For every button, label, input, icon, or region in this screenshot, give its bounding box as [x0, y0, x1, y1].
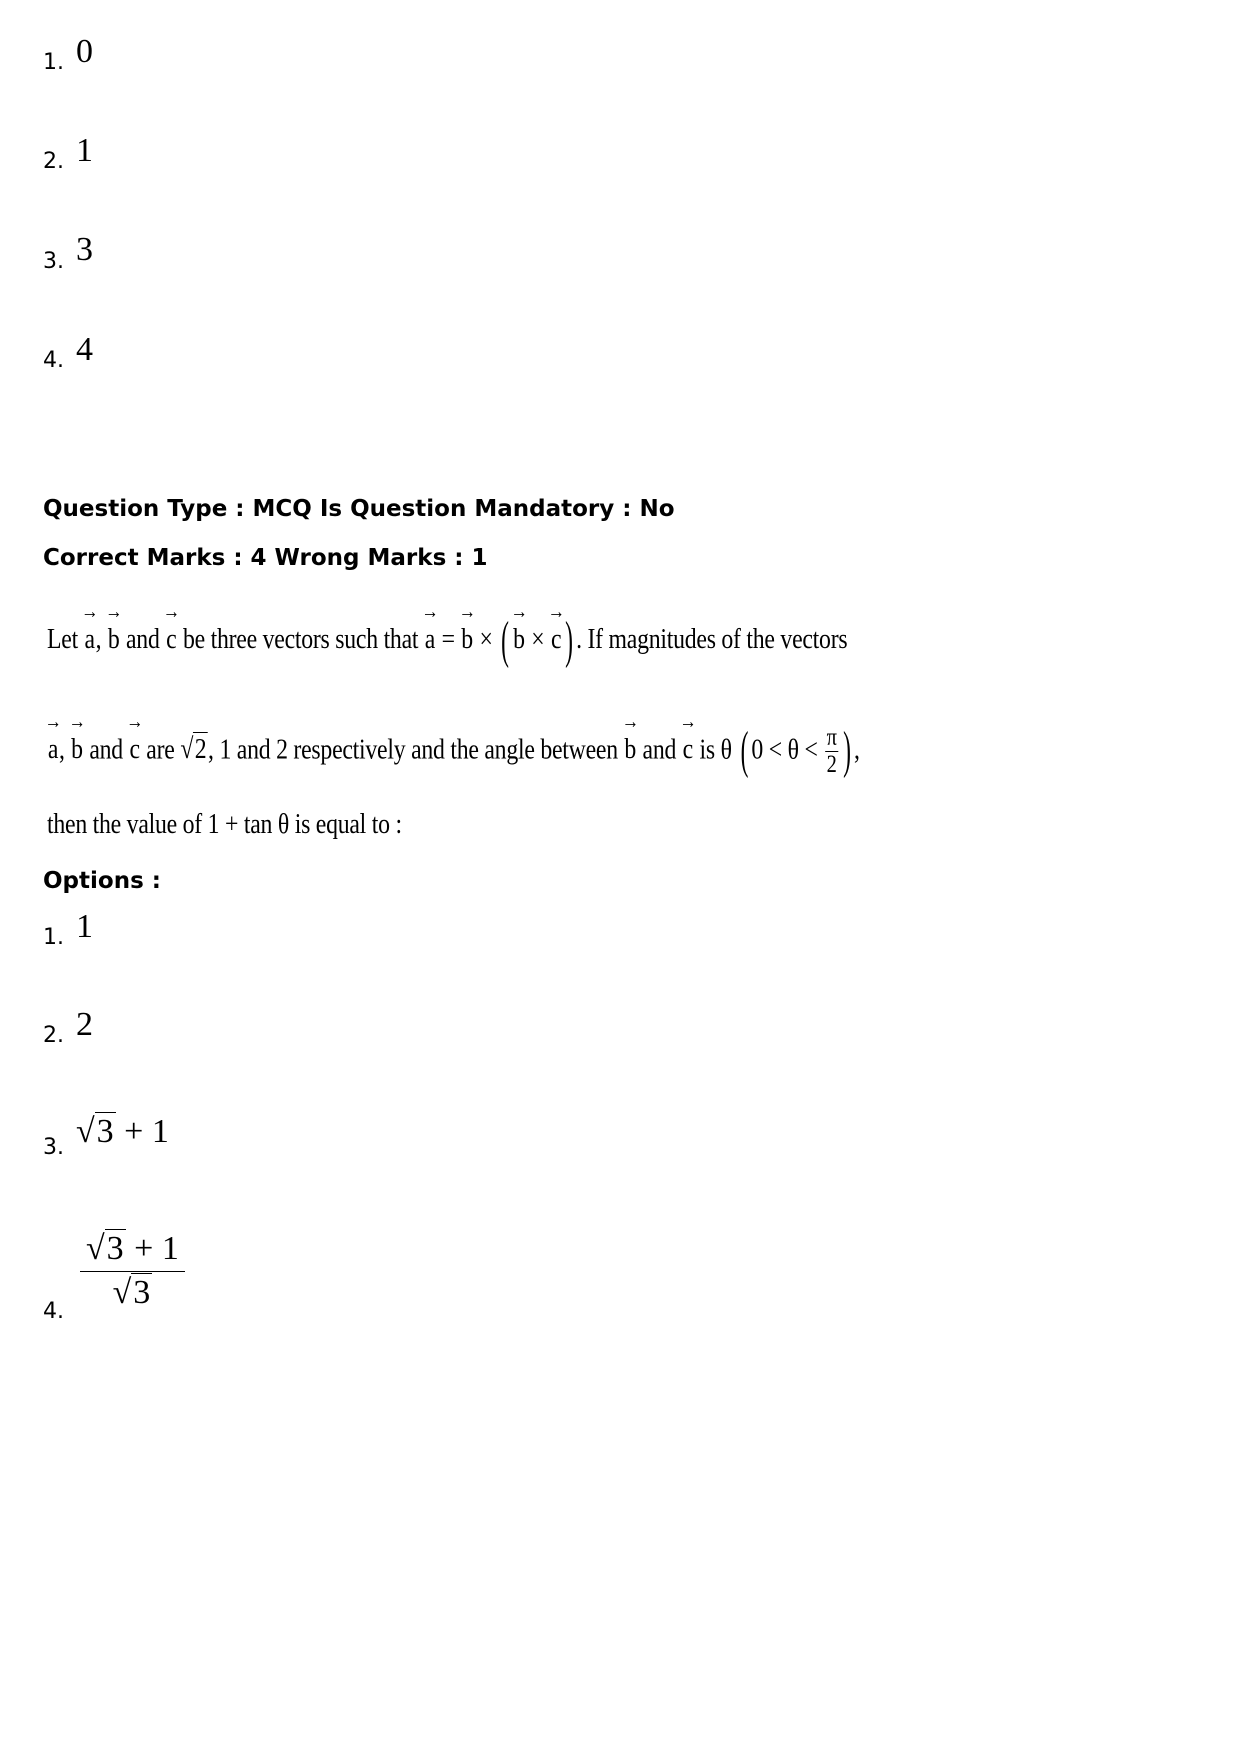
prev-option-4-value: 4 [76, 331, 93, 368]
prev-option-2-number: 2. [43, 149, 64, 174]
sqrt-two: √2 [180, 733, 207, 766]
vector-a: → a [424, 623, 436, 656]
vector-a: → a [47, 733, 59, 766]
right-paren: ) [843, 722, 851, 780]
prev-option-2-value: 1 [76, 132, 93, 169]
marks-line: Correct Marks : 4 Wrong Marks : 1 [43, 545, 488, 571]
vector-b: → b [460, 623, 473, 656]
vector-c: → c [165, 623, 177, 656]
vector-b: → b [70, 733, 83, 766]
vector-b: → b [107, 623, 120, 656]
option-3-value: √3 + 1 [76, 1113, 169, 1150]
vector-c: → c [129, 733, 141, 766]
left-paren: ( [501, 612, 510, 669]
vector-a: → a [84, 623, 96, 656]
prev-option-3-value: 3 [76, 231, 93, 268]
sqrt-three: √3 [76, 1113, 114, 1150]
vector-c: → c [682, 733, 694, 766]
right-paren: ) [565, 612, 573, 669]
fraction-numerator: √3 + 1 [80, 1230, 185, 1272]
vector-b: → b [512, 623, 525, 656]
question-text-line-1: Let → a, → b and → c be three vectors such that → a = → b × (→ b × → c) . If magnitudes of the vectors [47, 615, 847, 667]
question-text-line-3: then the value of 1 + tan θ is equal to : [47, 808, 402, 840]
pi-over-two: $\frac{\pi}{2}$ [826, 724, 837, 779]
prev-option-4-number: 4. [43, 348, 64, 373]
option-3-number: 3. [43, 1135, 64, 1160]
option-4-fraction [80, 1230, 185, 1312]
left-paren: ( [740, 722, 749, 780]
theta-inequality: 0 < θ < [751, 733, 818, 766]
prev-option-3-number: 3. [43, 249, 64, 274]
fraction-denominator: √3 [112, 1274, 151, 1312]
option-2-number: 2. [43, 1023, 64, 1048]
option-2-value: 2 [76, 1006, 93, 1043]
vector-b: → b [624, 733, 637, 766]
prev-option-1-number: 1. [43, 50, 64, 75]
option-1-number: 1. [43, 925, 64, 950]
question-text-line-2: → a, → b and → c are √2, 1 and 2 respectively and the angle between → b and → c is θ ( 0 < θ < $\frac{\pi}{2}$ ) , [47, 725, 860, 779]
vector-c: → c [550, 623, 562, 656]
option-4-number: 4. [43, 1299, 64, 1324]
option-1-value: 1 [76, 908, 93, 945]
options-label: Options : [43, 868, 161, 894]
prev-option-1-value: 0 [76, 33, 93, 70]
question-type-line: Question Type : MCQ Is Question Mandatory : No [43, 496, 675, 522]
